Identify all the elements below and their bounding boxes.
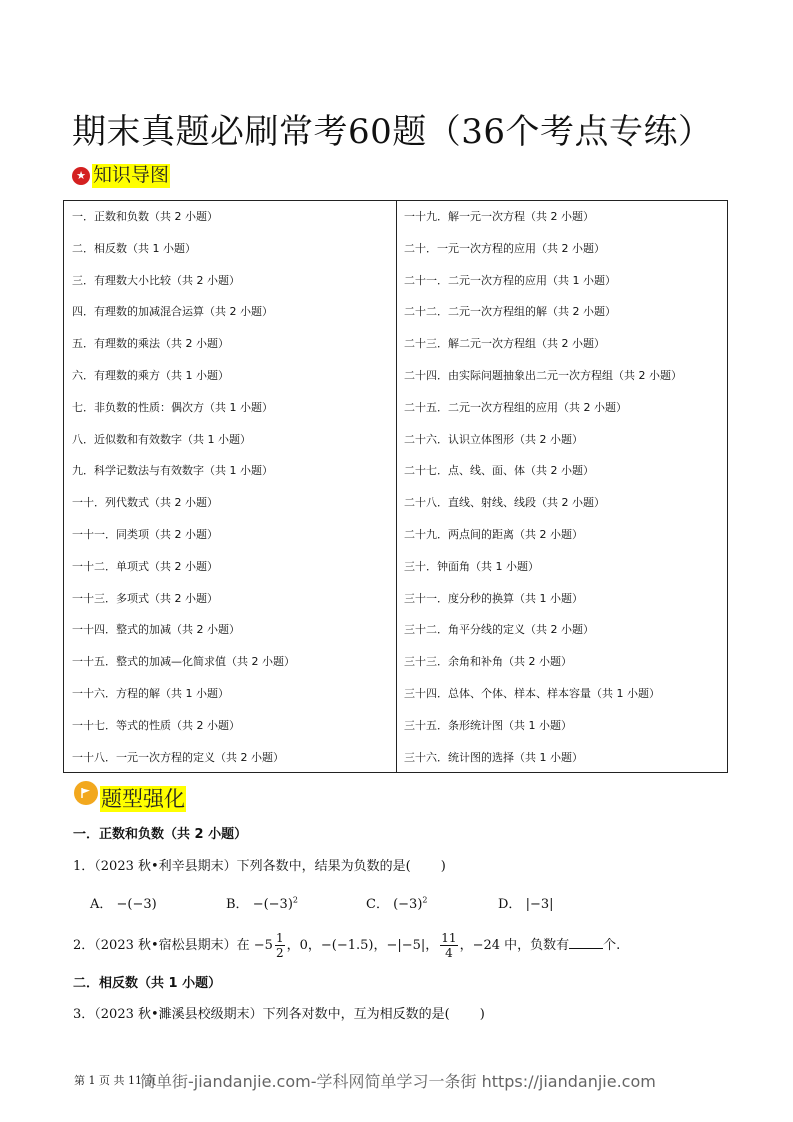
topic-heading: 一．正数和负数（共 2 小题） [73,827,248,842]
question-stem: 3．（2023 秋•濉溪县校级期末）下列各对数中，互为相反数的是( [73,1007,450,1022]
option-a [90,893,157,912]
numerator: 1 [275,931,284,945]
toc-item: 二十五．二元一次方程组的应用（共 2 小题） [404,400,627,414]
page-number: 第 1 页 共 11 页 [74,1074,157,1087]
toc-item: 一十四．整式的加减（共 2 小题） [72,623,240,637]
topic-heading: 二．相反数（共 1 小题） [73,976,222,991]
toc-item: 一十．列代数式（共 2 小题） [72,496,218,510]
toc-item: 三十五．条形统计图（共 1 小题） [404,718,572,732]
toc-item: 二．相反数（共 1 小题） [72,241,196,255]
toc-item: 二十六．认识立体图形（共 2 小题） [404,432,583,446]
option-label: B． [226,897,249,912]
toc-item: 三．有理数大小比较（共 2 小题） [72,273,240,287]
toc-item: 二十一．二元一次方程的应用（共 1 小题） [404,273,616,287]
toc-item: 四．有理数的加减混合运算（共 2 小题） [72,305,273,319]
toc-item: 一十七．等式的性质（共 2 小题） [72,718,240,732]
fill-blank [569,936,603,949]
question-2 [73,931,620,960]
option-label: A． [90,897,113,912]
toc-item: 三十三．余角和补角（共 2 小题） [404,655,572,669]
watermark: 简单街-jiandanjie.com-学科网简单学习一条街 https://jiandanjie.com [140,1072,656,1091]
fraction [275,931,285,960]
toc-item: 一十五．整式的加减—化简求值（共 2 小题） [72,655,295,669]
toc-item: 一十八．一元一次方程的定义（共 2 小题） [72,750,284,764]
section-practice-heading [74,782,186,812]
question-text: ，0，−(−1.5)，−|−5|， [286,938,439,953]
flag-badge-icon [74,781,98,805]
exponent: 2 [422,895,428,905]
toc-item: 一十三．多项式（共 2 小题） [72,591,218,605]
option-value: |−3| [525,897,554,912]
toc-item: 二十三．解二元一次方程组（共 2 小题） [404,337,605,351]
toc-item: 二十七．点、线、面、体（共 2 小题） [404,464,594,478]
toc-item: 五．有理数的乘法（共 2 小题） [72,337,229,351]
question-text: 个. [603,938,621,953]
toc-item: 三十四．总体、个体、样本、样本容量（共 1 小题） [404,686,660,700]
toc-item: 六．有理数的乘方（共 1 小题） [72,368,229,382]
toc-item: 二十．一元一次方程的应用（共 2 小题） [404,241,605,255]
toc-left-column [64,201,397,772]
option-label: D． [498,897,522,912]
paren-close: ) [479,1007,485,1022]
toc-item: 一十一．同类项（共 2 小题） [72,527,218,541]
question-stem: 2．（2023 秋•宿松县期末）在 −5 [73,938,273,953]
option-b [226,893,298,912]
section-label: 知识导图 [93,164,170,186]
toc-item: 三十二．角平分线的定义（共 2 小题） [404,623,594,637]
section-knowledge-map-heading [72,164,170,188]
numerator: 11 [441,931,457,945]
toc-item: 一十二．单项式（共 2 小题） [72,559,218,573]
section-label: 题型强化 [101,787,185,811]
toc-item: 八．近似数和有效数字（共 1 小题） [72,432,251,446]
toc-item: 三十．钟面角（共 1 小题） [404,559,539,573]
toc-item: 七．非负数的性质：偶次方（共 1 小题） [72,400,273,414]
toc-item: 二十八．直线、射线、线段（共 2 小题） [404,496,605,510]
exponent: 2 [292,895,298,905]
option-value: (−3) [393,897,423,912]
toc-item: 二十二．二元一次方程组的解（共 2 小题） [404,305,616,319]
option-label: C． [366,897,389,912]
toc-item: 二十四．由实际问题抽象出二元一次方程组（共 2 小题） [404,368,682,382]
toc-item: 二十九．两点间的距离（共 2 小题） [404,527,583,541]
knowledge-map-table [63,200,728,773]
toc-item: 一十六．方程的解（共 1 小题） [72,686,229,700]
page-title: 期末真题必刷常考60题（36个考点专练） [72,112,713,152]
question-stem: 1．（2023 秋•利辛县期末）下列各数中，结果为负数的是( [73,859,411,874]
toc-item: 一．正数和负数（共 2 小题） [72,210,218,223]
option-value: −(−3) [116,897,157,912]
question-text: ，−24 中，负数有 [459,938,570,953]
question-3 [73,1003,485,1022]
option-value: −(−3) [252,897,293,912]
paren-close: ) [440,859,446,874]
option-c [366,893,428,912]
question-1 [73,855,446,874]
toc-right-column [397,201,727,772]
fraction [440,931,457,960]
toc-item: 一十九．解一元一次方程（共 2 小题） [404,210,594,223]
denominator: 2 [275,946,284,960]
option-d [498,893,554,912]
star-badge-icon: ★ [72,167,90,185]
denominator: 4 [445,946,453,960]
toc-item: 三十六．统计图的选择（共 1 小题） [404,750,583,764]
toc-item: 三十一．度分秒的换算（共 1 小题） [404,591,583,605]
toc-item: 九．科学记数法与有效数字（共 1 小题） [72,464,273,478]
